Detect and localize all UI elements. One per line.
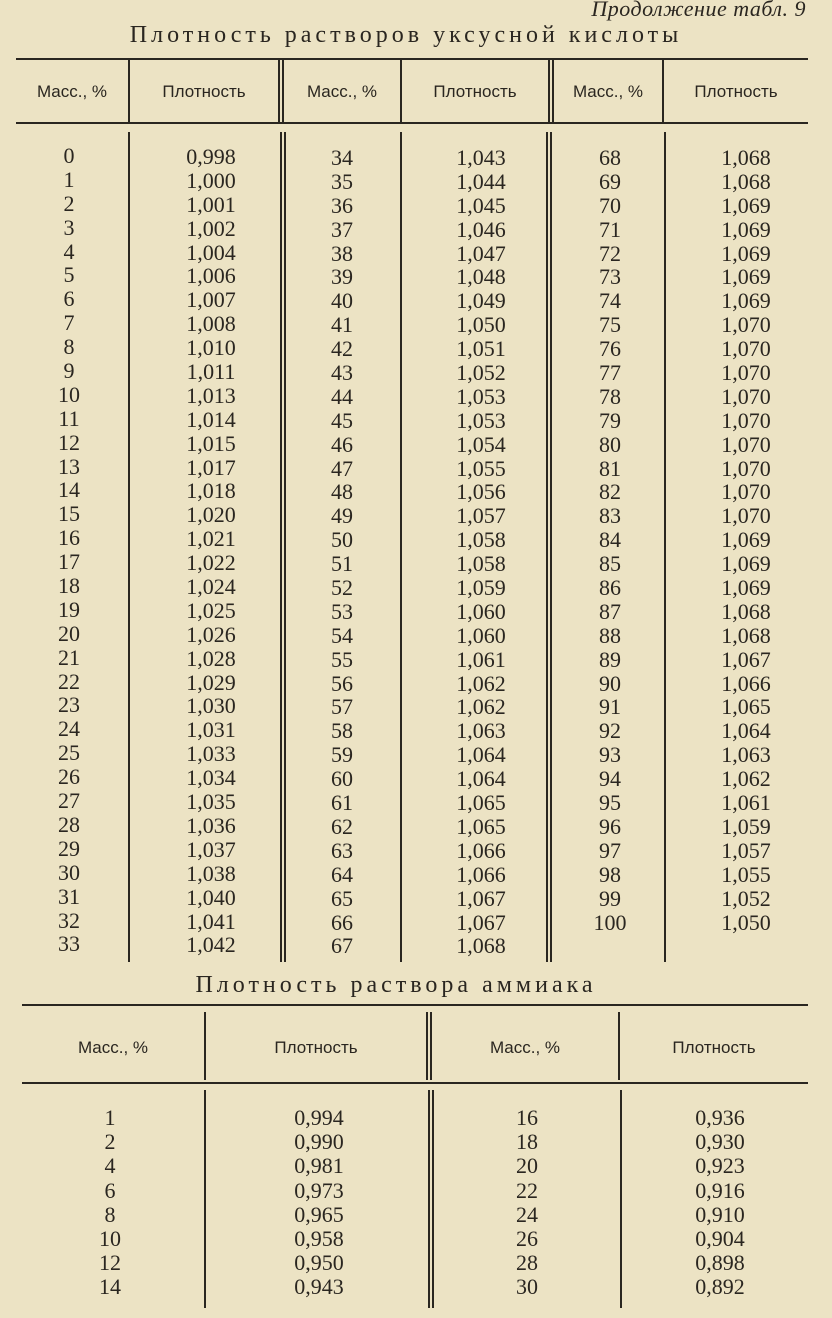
table-cell: 1,069 <box>721 527 771 553</box>
acetic-divider <box>400 132 402 962</box>
table-cell: 18 <box>58 573 80 599</box>
table-cell: 51 <box>331 551 353 577</box>
table-cell: 16 <box>516 1105 538 1130</box>
table-cell: 1,058 <box>456 527 506 553</box>
table-cell: 1,062 <box>456 670 506 696</box>
acetic-header-density-3: Плотность <box>694 82 778 101</box>
table-cell: 1,066 <box>456 837 506 863</box>
table-cell: 1,045 <box>456 192 506 218</box>
table-cell: 1,067 <box>456 909 506 935</box>
table-cell: 22 <box>516 1177 538 1203</box>
table-cell: 1,065 <box>456 790 506 816</box>
table-cell: 0,958 <box>294 1225 344 1251</box>
table-cell: 5 <box>63 262 75 288</box>
table-cell: 49 <box>331 503 353 529</box>
table-cell: 72 <box>599 240 621 266</box>
table-cell: 1,067 <box>721 646 771 672</box>
table-cell: 1,026 <box>186 621 236 647</box>
table-cell: 1,046 <box>456 216 506 242</box>
table-cell: 14 <box>99 1274 121 1300</box>
table-cell: 100 <box>593 909 627 935</box>
table-cell: 81 <box>599 455 621 481</box>
table-cell: 90 <box>599 670 621 696</box>
table-cell: 1,070 <box>721 431 771 457</box>
table-cell: 1,055 <box>721 861 771 887</box>
table-cell: 0,916 <box>695 1177 745 1203</box>
table-cell: 0,965 <box>294 1201 344 1227</box>
table-cell: 7 <box>63 310 75 336</box>
table-cell: 78 <box>599 383 621 409</box>
table-cell: 85 <box>599 551 621 577</box>
table-cell: 1,062 <box>456 694 506 720</box>
table-cell: 1,011 <box>186 359 236 385</box>
table-cell: 0 <box>63 143 75 168</box>
table-cell: 1,030 <box>186 693 236 719</box>
table-cell: 11 <box>58 405 80 431</box>
table-cell: 1,052 <box>456 360 506 386</box>
table-cell: 98 <box>599 861 621 887</box>
table-cell: 1,069 <box>721 288 771 314</box>
continuation-label: Продолжение табл. 9 <box>591 0 806 21</box>
table-cell: 1,064 <box>456 742 506 768</box>
table-cell: 20 <box>516 1153 538 1179</box>
table-cell: 1,007 <box>186 287 236 313</box>
table-cell: 46 <box>331 431 353 457</box>
table-cell: 42 <box>331 336 353 362</box>
ammonia-density-column-1 <box>214 1106 424 1300</box>
acetic-density-column-2 <box>404 146 558 958</box>
table-cell: 1,054 <box>456 431 506 457</box>
table-cell: 1,006 <box>186 263 236 289</box>
table-cell: 0,936 <box>695 1105 745 1130</box>
table-cell: 62 <box>331 813 353 839</box>
table-cell: 95 <box>599 790 621 816</box>
table-cell: 13 <box>58 453 80 479</box>
table-cell: 31 <box>58 883 80 909</box>
table-cell: 26 <box>516 1225 538 1251</box>
table-cell: 16 <box>58 525 80 551</box>
acetic-divider <box>128 132 130 962</box>
table-cell: 1,069 <box>721 264 771 290</box>
table-cell: 45 <box>331 407 353 433</box>
table-cell: 1,070 <box>721 479 771 505</box>
table-cell: 44 <box>331 383 353 409</box>
table-cell: 2 <box>104 1129 116 1155</box>
table-cell: 19 <box>58 596 80 622</box>
table-cell: 9 <box>63 358 75 384</box>
table-cell: 61 <box>331 790 353 816</box>
table-cell: 1,064 <box>721 718 771 744</box>
acetic-density-column-3 <box>668 146 824 934</box>
table-cell: 1,060 <box>456 622 506 648</box>
table-cell: 1,057 <box>456 503 506 529</box>
table-cell: 39 <box>331 264 353 290</box>
table-cell: 82 <box>599 479 621 505</box>
table-cell: 67 <box>331 933 353 959</box>
table-cell: 88 <box>599 622 621 648</box>
table-cell: 1,049 <box>456 288 506 314</box>
table-cell: 3 <box>63 214 75 240</box>
table-cell: 1,070 <box>721 312 771 338</box>
table-cell: 76 <box>599 336 621 362</box>
table-cell: 1,047 <box>456 240 506 266</box>
table-cell: 35 <box>331 168 353 194</box>
table-cell: 80 <box>599 431 621 457</box>
table-cell: 43 <box>331 360 353 386</box>
acetic-mass-column-3 <box>554 146 666 934</box>
table-cell: 1,061 <box>721 790 771 816</box>
table-cell: 17 <box>58 549 80 575</box>
ammonia-header-mass-1: Масс., % <box>77 1038 149 1057</box>
table-cell: 1,052 <box>721 885 771 911</box>
table-cell: 29 <box>58 835 80 861</box>
table-cell: 1,028 <box>186 645 236 671</box>
table-cell: 1,062 <box>721 766 771 792</box>
table-cell: 10 <box>99 1225 121 1251</box>
table-cell: 86 <box>599 575 621 601</box>
table-cell: 36 <box>331 192 353 218</box>
table-cell: 53 <box>331 598 353 624</box>
table-cell: 54 <box>331 622 353 648</box>
table-cell: 1,025 <box>186 597 236 623</box>
table-cell: 50 <box>331 527 353 553</box>
table-cell: 79 <box>599 407 621 433</box>
table-cell: 30 <box>516 1274 538 1300</box>
table-cell: 6 <box>63 286 75 312</box>
table-cell: 24 <box>58 716 80 742</box>
table-cell: 1,059 <box>721 813 771 839</box>
ammonia-top-rule <box>22 1004 808 1006</box>
table-cell: 32 <box>58 907 80 933</box>
table-cell: 41 <box>331 312 353 338</box>
table-cell: 1,015 <box>186 430 236 456</box>
acetic-density-column-1 <box>138 145 284 957</box>
table-cell: 1,070 <box>721 455 771 481</box>
acetic-mass-column-1 <box>24 144 114 956</box>
table-cell: 1,068 <box>721 168 771 194</box>
table-cell: 69 <box>599 168 621 194</box>
table-cell: 1,069 <box>721 240 771 266</box>
table-cell: 65 <box>331 885 353 911</box>
table-cell: 1,067 <box>456 885 506 911</box>
table-cell: 24 <box>516 1201 538 1227</box>
table-cell: 1,066 <box>456 861 506 887</box>
acetic-header-mass-1: Масс., % <box>36 82 108 101</box>
table-cell: 23 <box>58 692 80 718</box>
acetic-table-title: Плотность растворов уксусной кислоты <box>129 22 683 48</box>
table-cell: 1,068 <box>456 933 506 959</box>
table-cell: 1,048 <box>456 264 506 290</box>
table-cell: 38 <box>331 240 353 266</box>
table-cell: 12 <box>99 1250 121 1276</box>
table-cell: 94 <box>599 766 621 792</box>
table-cell: 1,050 <box>456 312 506 338</box>
table-cell: 1,053 <box>456 383 506 409</box>
table-cell: 1,022 <box>186 550 236 576</box>
table-cell: 37 <box>331 216 353 242</box>
table-cell: 22 <box>58 668 80 694</box>
table-cell: 1,029 <box>186 669 236 695</box>
table-cell: 1,053 <box>456 407 506 433</box>
table-cell: 0,994 <box>294 1105 344 1130</box>
table-cell: 77 <box>599 360 621 386</box>
table-cell: 1,070 <box>721 383 771 409</box>
table-cell: 1,070 <box>721 407 771 433</box>
table-cell: 57 <box>331 694 353 720</box>
table-cell: 87 <box>599 598 621 624</box>
table-cell: 8 <box>63 334 75 360</box>
table-cell: 75 <box>599 312 621 338</box>
table-cell: 71 <box>599 216 621 242</box>
table-cell: 1,017 <box>186 454 236 480</box>
acetic-top-rule <box>16 58 808 60</box>
table-cell: 28 <box>516 1250 538 1276</box>
table-cell: 26 <box>58 764 80 790</box>
table-cell: 0,973 <box>294 1177 344 1203</box>
table-cell: 1,059 <box>456 575 506 601</box>
acetic-header-mass-2: Масс., % <box>306 82 378 101</box>
table-cell: 21 <box>58 644 80 670</box>
table-cell: 1,002 <box>186 215 236 241</box>
table-cell: 1,064 <box>456 766 506 792</box>
table-cell: 1,035 <box>186 789 236 815</box>
table-cell: 0,950 <box>294 1250 344 1276</box>
table-cell: 1,069 <box>721 575 771 601</box>
table-cell: 56 <box>331 670 353 696</box>
table-cell: 34 <box>331 145 353 170</box>
ammonia-header-density-1: Плотность <box>274 1038 358 1057</box>
table-cell: 1,058 <box>456 551 506 577</box>
ammonia-header-density-2: Плотность <box>672 1038 756 1057</box>
table-cell: 18 <box>516 1129 538 1155</box>
table-cell: 1,041 <box>186 908 236 934</box>
table-cell: 1,065 <box>456 813 506 839</box>
table-cell: 20 <box>58 620 80 646</box>
table-cell: 73 <box>599 264 621 290</box>
table-cell: 1,001 <box>186 191 236 217</box>
table-cell: 25 <box>58 740 80 766</box>
table-cell: 1,000 <box>186 167 236 193</box>
table-cell: 1 <box>63 166 75 192</box>
table-cell: 6 <box>104 1177 116 1203</box>
table-cell: 1,004 <box>186 239 236 265</box>
table-cell: 0,981 <box>294 1153 344 1179</box>
table-cell: 1 <box>104 1105 116 1130</box>
table-cell: 1,031 <box>186 717 236 743</box>
ammonia-mass-column-2 <box>434 1106 620 1300</box>
table-cell: 28 <box>58 811 80 837</box>
table-cell: 1,070 <box>721 360 771 386</box>
table-cell: 14 <box>58 477 80 503</box>
table-cell: 1,069 <box>721 551 771 577</box>
table-cell: 63 <box>331 837 353 863</box>
table-cell: 92 <box>599 718 621 744</box>
table-cell: 0,923 <box>695 1153 745 1179</box>
table-cell: 0,998 <box>186 144 236 169</box>
table-cell: 12 <box>58 429 80 455</box>
table-cell: 52 <box>331 575 353 601</box>
table-cell: 59 <box>331 742 353 768</box>
table-cell: 1,055 <box>456 455 506 481</box>
table-cell: 58 <box>331 718 353 744</box>
table-cell: 10 <box>58 381 80 407</box>
table-cell: 1,044 <box>456 168 506 194</box>
table-cell: 55 <box>331 646 353 672</box>
table-cell: 1,060 <box>456 598 506 624</box>
table-cell: 1,065 <box>721 694 771 720</box>
table-cell: 1,033 <box>186 741 236 767</box>
ammonia-density-column-2 <box>622 1106 818 1300</box>
table-cell: 1,061 <box>456 646 506 672</box>
table-cell: 47 <box>331 455 353 481</box>
table-cell: 1,018 <box>186 478 236 504</box>
table-cell: 89 <box>599 646 621 672</box>
table-cell: 96 <box>599 813 621 839</box>
table-cell: 0,904 <box>695 1225 745 1251</box>
ammonia-divider <box>204 1090 206 1308</box>
table-cell: 1,063 <box>456 718 506 744</box>
table-cell: 74 <box>599 288 621 314</box>
table-cell: 1,050 <box>721 909 771 935</box>
table-cell: 1,063 <box>721 742 771 768</box>
ammonia-header-rule <box>22 1082 808 1084</box>
table-cell: 1,057 <box>721 837 771 863</box>
table-cell: 0,930 <box>695 1129 745 1155</box>
table-cell: 48 <box>331 479 353 505</box>
ammonia-header-mass-2: Масс., % <box>489 1038 561 1057</box>
table-cell: 83 <box>599 503 621 529</box>
table-cell: 1,068 <box>721 622 771 648</box>
table-cell: 84 <box>599 527 621 553</box>
table-cell: 1,066 <box>721 670 771 696</box>
table-cell: 1,042 <box>186 932 236 958</box>
table-cell: 1,037 <box>186 836 236 862</box>
table-cell: 99 <box>599 885 621 911</box>
table-cell: 60 <box>331 766 353 792</box>
table-cell: 1,068 <box>721 145 771 170</box>
table-cell: 1,020 <box>186 502 236 528</box>
table-cell: 0,910 <box>695 1201 745 1227</box>
table-cell: 1,040 <box>186 884 236 910</box>
table-cell: 1,070 <box>721 336 771 362</box>
table-cell: 30 <box>58 859 80 885</box>
table-cell: 1,070 <box>721 503 771 529</box>
table-cell: 4 <box>104 1153 116 1179</box>
acetic-header-density-1: Плотность <box>162 82 246 101</box>
table-cell: 0,990 <box>294 1129 344 1155</box>
ammonia-table-title: Плотность раствора аммиака <box>195 972 597 998</box>
table-cell: 2 <box>63 190 75 216</box>
table-cell: 27 <box>58 788 80 814</box>
table-cell: 1,043 <box>456 145 506 170</box>
acetic-header-rule <box>16 122 808 124</box>
table-cell: 4 <box>63 238 75 264</box>
table-cell: 1,024 <box>186 574 236 600</box>
table-cell: 1,021 <box>186 526 236 552</box>
table-cell: 93 <box>599 742 621 768</box>
table-cell: 64 <box>331 861 353 887</box>
table-cell: 33 <box>58 931 80 957</box>
acetic-header-density-2: Плотность <box>433 82 517 101</box>
table-cell: 91 <box>599 694 621 720</box>
table-cell: 97 <box>599 837 621 863</box>
table-cell: 40 <box>331 288 353 314</box>
table-cell: 1,013 <box>186 382 236 408</box>
table-cell: 1,069 <box>721 216 771 242</box>
table-cell: 1,068 <box>721 598 771 624</box>
table-cell: 1,069 <box>721 192 771 218</box>
table-cell: 1,034 <box>186 765 236 791</box>
table-cell: 0,943 <box>294 1274 344 1300</box>
table-cell: 1,038 <box>186 860 236 886</box>
acetic-header-mass-3: Масс., % <box>572 82 644 101</box>
table-cell: 70 <box>599 192 621 218</box>
table-cell: 0,898 <box>695 1250 745 1276</box>
table-cell: 68 <box>599 145 621 170</box>
table-cell: 1,008 <box>186 311 236 337</box>
table-cell: 0,892 <box>695 1274 745 1300</box>
table-cell: 1,014 <box>186 406 236 432</box>
table-cell: 1,051 <box>456 336 506 362</box>
table-cell: 1,036 <box>186 812 236 838</box>
ammonia-mass-column-1 <box>30 1106 190 1300</box>
table-cell: 15 <box>58 501 80 527</box>
table-cell: 1,010 <box>186 335 236 361</box>
acetic-mass-column-2 <box>288 146 396 958</box>
table-cell: 1,056 <box>456 479 506 505</box>
table-cell: 66 <box>331 909 353 935</box>
table-cell: 8 <box>104 1201 116 1227</box>
